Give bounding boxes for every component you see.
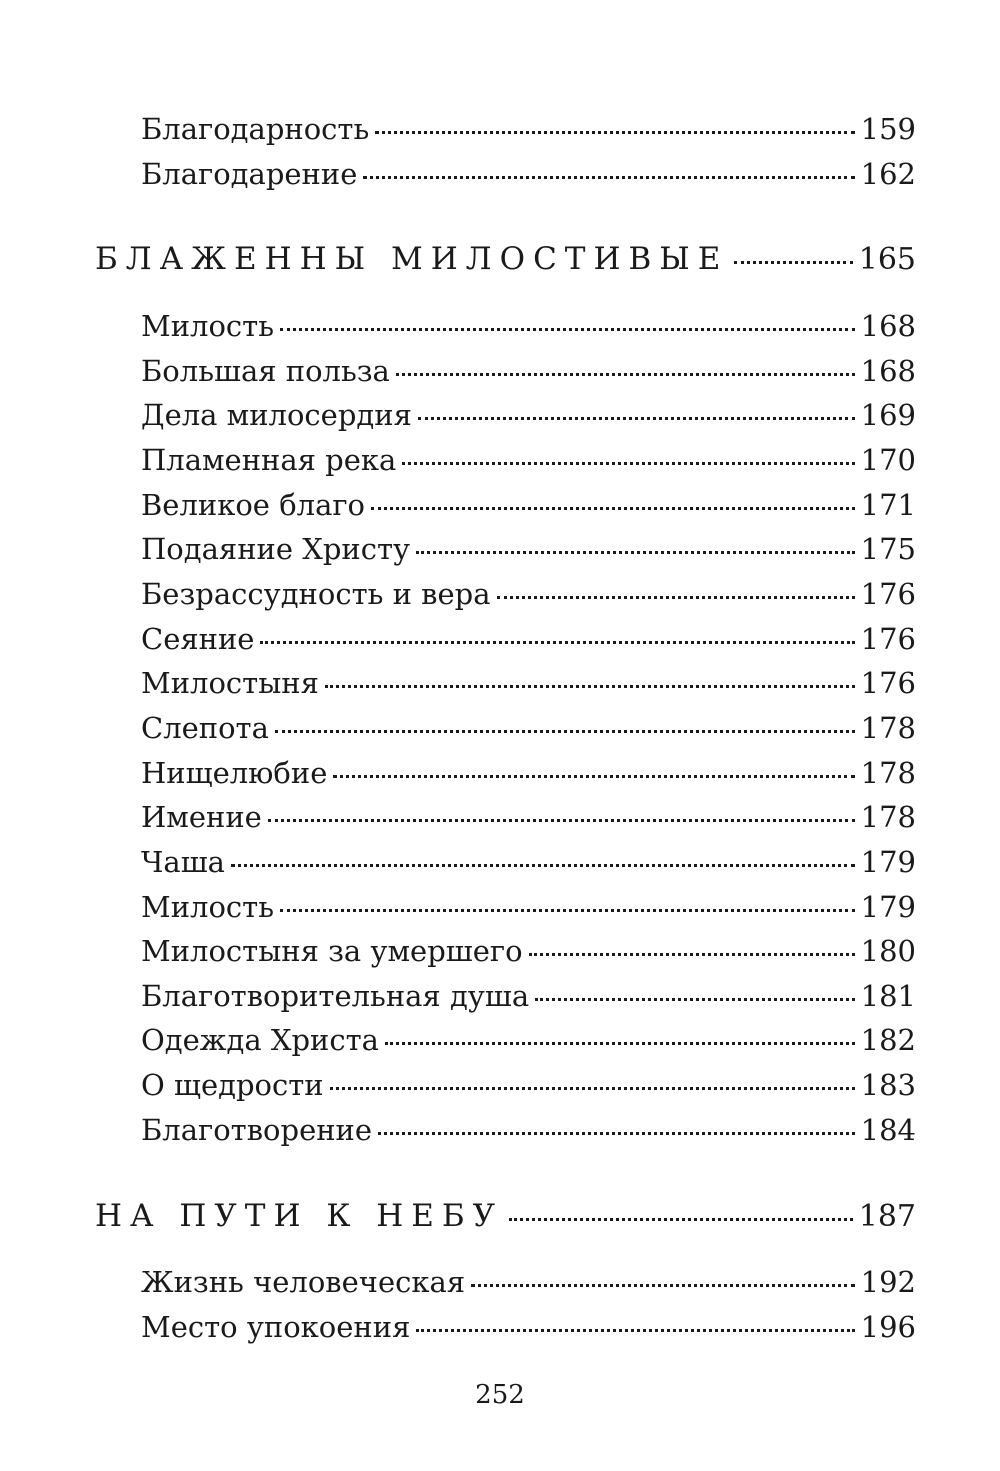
dot-leader <box>280 328 855 331</box>
toc-entry <box>141 979 916 1019</box>
toc-entry-page: 192 <box>860 1265 916 1299</box>
toc-entry <box>141 398 916 438</box>
toc-entry-page: 162 <box>860 157 916 191</box>
dot-leader <box>529 953 855 956</box>
toc-entry-page: 168 <box>860 354 916 388</box>
toc-entry-title: Одежда Христа <box>141 1023 379 1057</box>
toc-entry-page: 178 <box>860 711 916 745</box>
toc-entry-title: Нищелюбие <box>141 756 328 790</box>
toc-entry <box>141 666 916 706</box>
toc-entry-title: Жизнь человеческая <box>141 1265 466 1299</box>
dot-leader <box>333 775 854 778</box>
toc-entry-title: Милость <box>141 890 274 924</box>
toc-entry <box>141 112 916 152</box>
dot-leader <box>418 417 855 420</box>
toc-entry <box>141 1265 916 1305</box>
toc-entry-title: Благотворительная душа <box>141 979 530 1013</box>
toc-entry <box>141 157 916 197</box>
toc-entry-page: 170 <box>860 443 916 477</box>
toc-entry-page: 178 <box>860 756 916 790</box>
dot-leader <box>416 551 855 554</box>
toc-entry-title: Имение <box>141 800 262 834</box>
toc-entry-title: Место упокоения <box>141 1310 411 1344</box>
dot-leader <box>325 685 855 688</box>
toc-entry-page: 169 <box>860 398 916 432</box>
toc-entry-title: Большая польза <box>141 354 390 388</box>
toc-entry-page: 180 <box>860 934 916 968</box>
toc-entry-page: 171 <box>860 488 916 522</box>
toc-entry-page: 179 <box>860 845 916 879</box>
toc-entry <box>141 532 916 572</box>
dot-leader <box>402 462 854 465</box>
dot-leader <box>260 641 854 644</box>
section-title: БЛАЖЕННЫ МИЛОСТИВЫЕ <box>95 241 729 277</box>
toc-entry-page: 196 <box>860 1310 916 1344</box>
toc-entry <box>141 577 916 617</box>
toc-entry <box>141 890 916 930</box>
toc-entry-page: 175 <box>860 532 916 566</box>
dot-leader <box>385 1042 855 1045</box>
toc-entry <box>141 622 916 662</box>
toc-entry-title: Подаяние Христу <box>141 532 411 566</box>
section-page: 187 <box>858 1199 916 1234</box>
toc-entry-title: Слепота <box>141 711 269 745</box>
toc-entry-title: Дела милосердия <box>141 398 412 432</box>
toc-entry <box>141 488 916 528</box>
dot-leader <box>396 373 855 376</box>
toc-entry-title: Милостыня <box>141 666 319 700</box>
toc-entry-title: Благотворение <box>141 1113 373 1147</box>
toc-entry <box>141 354 916 394</box>
toc-entry-title: Милость <box>141 309 274 343</box>
dot-leader <box>330 1087 855 1090</box>
toc-entry-title: Милостыня за умершего <box>141 934 523 968</box>
section-title: НА ПУТИ К НЕБУ <box>95 1198 504 1234</box>
toc-entry <box>141 756 916 796</box>
dot-leader <box>378 1132 855 1135</box>
toc-entry-title: Чаша <box>141 845 225 879</box>
toc-entry <box>141 1023 916 1063</box>
page-number: 252 <box>475 1380 525 1410</box>
toc-entry-page: 178 <box>860 800 916 834</box>
dot-leader <box>275 730 855 733</box>
dot-leader <box>231 864 855 867</box>
dot-leader <box>375 131 854 134</box>
toc-section-heading <box>95 241 916 287</box>
toc-entry-page: 176 <box>860 622 916 656</box>
toc-entry <box>141 1113 916 1153</box>
toc-entry-page: 181 <box>860 979 916 1013</box>
toc-entry-page: 159 <box>860 112 916 146</box>
toc-entry-title: Благодарность <box>141 112 370 146</box>
toc-entry <box>141 1068 916 1108</box>
toc-entry <box>141 1310 916 1350</box>
toc-entry-page: 179 <box>860 890 916 924</box>
toc-entry-page: 182 <box>860 1023 916 1057</box>
toc-section-heading <box>95 1198 916 1244</box>
section-page: 165 <box>858 242 916 277</box>
dot-leader <box>509 1218 853 1221</box>
dot-leader <box>471 1284 855 1287</box>
toc-entry <box>141 309 916 349</box>
toc-entry-title: Пламенная река <box>141 443 397 477</box>
dot-leader <box>497 596 855 599</box>
toc-entry-title: Безрассудность и вера <box>141 577 491 611</box>
toc-entry-title: Благодарение <box>141 157 358 191</box>
dot-leader <box>535 998 855 1001</box>
toc-entry-title: Великое благо <box>141 488 366 522</box>
dot-leader <box>734 261 852 264</box>
toc-entry-page: 176 <box>860 666 916 700</box>
toc-entry-title: Сеяние <box>141 622 255 656</box>
toc-entry-page: 176 <box>860 577 916 611</box>
toc-entry-title: О щедрости <box>141 1068 324 1102</box>
dot-leader <box>280 909 855 912</box>
toc-entry-page: 168 <box>860 309 916 343</box>
dot-leader <box>371 507 855 510</box>
toc-entry <box>141 845 916 885</box>
toc-entry-page: 184 <box>860 1113 916 1147</box>
toc-entry <box>141 443 916 483</box>
toc-entry <box>141 711 916 751</box>
toc-entry <box>141 934 916 974</box>
toc-entry-page: 183 <box>860 1068 916 1102</box>
dot-leader <box>363 176 854 179</box>
toc-entry <box>141 800 916 840</box>
dot-leader <box>416 1329 854 1332</box>
dot-leader <box>268 819 855 822</box>
